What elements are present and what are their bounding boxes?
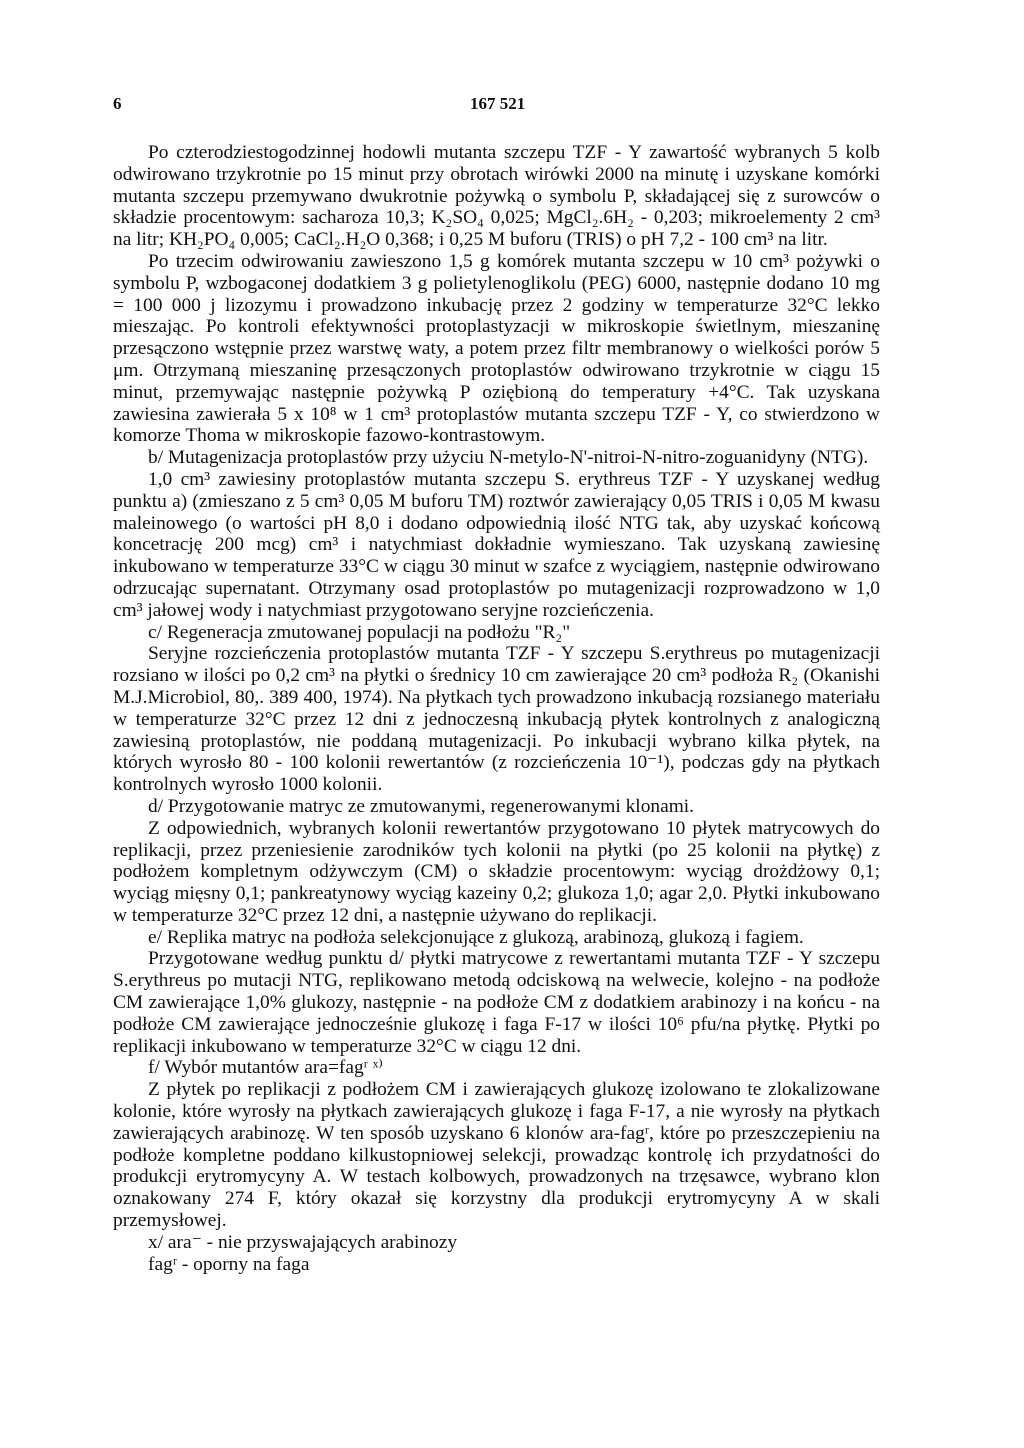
paragraph-regeneration: Seryjne rozcieńczenia protoplastów mutanta TZF - Y szczepu S.erythreus po mutagenizacji rozsiano w ilości po 0,2 cm³ na płytki o średnicy 10 cm zawierające 20 cm³ podłoża R₂ (Okanishi M.J.Microbiol, 80,. 389 400, 1974). Na płytkach tych prowadzono inkubacją rozsianego materiału w temperaturze 32°C przez 12 dni z jednoczesną inkubacją płytek kontrolnych z analogiczną zawiesiną protoplastów, nie poddaną mutagenizacji. Po inkubacji wybrano kilka płytek, na których wyrosło 80 - 100 kolonii rewertantów (z rozcieńczenia 10⁻¹), podczas gdy na płytkach kontrolnych wyrosło 1000 kolonii. [113, 643, 880, 796]
section-heading-e: e/ Replika matryc na podłoża selekcjonujące z glukozą, arabinozą, glukozą i fagiem. [148, 926, 804, 948]
section-heading-f: f/ Wybór mutantów ara=fagʳ ˣ⁾ [148, 1057, 384, 1079]
paragraph-replica: Przygotowane według punktu d/ płytki matrycowe z rewertantami mutanta TZF - Y szczepu S.erythreus po mutacji NTG, replikowano metodą odciskową na welwecie, kolejno - na podłoże CM zawierające 1,0% glukozy, następnie - na podłoże CM z dodatkiem arabinozy i na końcu - na podłoże CM zawierające jednocześnie glukozę i faga F-17 w ilości 10⁶ pfu/na płytkę. Płytki po replikacji inkubowano w temperaturze 32°C w ciągu 12 dni. [113, 948, 880, 1057]
paragraph-selection: Z płytek po replikacji z podłożem CM i zawierających glukozę izolowano te zlokalizowane kolonie, które wyrosły na płytkach zawierających glukozę i faga F-17, a nie wyrosły na płytkach zawierających arabinozę. W ten sposób uzyskano 6 klonów ara-fagʳ, które po przeszczepieniu na podłoże kompletne poddano kilkustopniowej selekcji, prowadząc kontrolę ich przydatności do produkcji erytromycyny A. W testach kolbowych, prowadzonych na trzęsawce, wybrano klon oznakowany 274 F, który okazał się korzystny dla produkcji erytromycyny A w skali przemysłowej. [113, 1079, 880, 1232]
section-heading-d: d/ Przygotowanie matryc ze zmutowanymi, regenerowanymi klonami. [148, 795, 695, 817]
paragraph-washing: Po czterodziestogodzinnej hodowli mutanta szczepu TZF - Y zawartość wybranych 5 kolb odwirowano trzykrotnie po 15 minut przy obrotach wirówki 2000 na minutę i uzyskane komórki mutanta szczepu przemywano dwukrotnie pożywką o symbolu P, składającej się z surowców o składzie procentowym: sacharoza 10,3; K₂SO₄ 0,025; MgCl₂.6H₂ - 0,203; mikroelementy 2 cm³ na litr; KH₂PO₄ 0,005; CaCl₂.H₂O 0,368; i 0,25 M buforu (TRIS) o pH 7,2 - 100 cm³ na litr. [113, 142, 880, 251]
paragraph-mutagenesis: 1,0 cm³ zawiesiny protoplastów mutanta szczepu S. erythreus TZF - Y uzyskanej według punktu a) (zmieszano z 5 cm³ 0,05 M buforu TM) roztwór zawierający 0,05 TRIS i 0,05 M kwasu maleinowego (o wartości pH 8,0 i dodano odpowiednią ilość NTG tak, aby uzyskać końcową koncetrację 200 mcg) cm³ i natychmiast dokładnie wymieszano. Tak uzyskaną zawiesinę inkubowano w temperaturze 33°C w ciągu 30 minut w szafce z wyciągiem, następnie odwirowano odrzucając supernatant. Otrzymany osad protoplastów po mutagenizacji rozprowadzono w 1,0 cm³ jałowej wody i natychmiast przygotowano seryjne rozcieńczenia. [113, 468, 880, 621]
page-number: 6 [113, 94, 122, 113]
patent-number: 167 521 [470, 94, 526, 113]
section-heading-c: c/ Regeneracja zmutowanej populacji na podłożu "R₂" [148, 621, 571, 643]
section-heading-b: b/ Mutagenizacja protoplastów przy użyciu N-metylo-N'-nitroi-N-nitro-zoguanidyny (NTG). [148, 447, 869, 469]
paragraph-protoplast-prep: Po trzecim odwirowaniu zawieszono 1,5 g komórek mutanta szczepu w 10 cm³ pożywki o symbolu P, wzbogaconej dodatkiem 3 g polietylenoglikolu (PEG) 6000, następnie dodano 10 mg = 100 000 j lizozymu i prowadzono inkubację przez 2 godziny w temperaturze 32°C lekko mieszając. Po kontroli efektywności protoplastyzacji w mikroskopie świetlnym, mieszaninę przesączono wstępnie przez warstwę waty, a potem przez filtr membranowy o wielkości porów 5 μm. Otrzymaną mieszaninę przesączonych protoplastów odwirowano trzykrotnie w ciągu 15 minut, przemywając następnie pożywką P oziębioną do temperatury +4°C. Tak uzyskana zawiesina zawierała 5 x 10⁸ w 1 cm³ protoplastów mutanta szczepu TZF - Y, co stwierdzono w komorze Thoma w mikroskopie fazowo-kontrastowym. [113, 250, 880, 447]
paragraph-matrices: Z odpowiednich, wybranych kolonii rewertantów przygotowano 10 płytek matrycowych do replikacji, przez przeniesienie zarodników tych kolonii na płytki (po 25 kolonii na płytkę) z podłożem kompletnym odżywczym (CM) o składzie procentowym: wyciąg drożdżowy 0,1; wyciąg mięsny 0,1; pankreatynowy wyciąg kazeiny 0,2; glukoza 1,0; agar 2,0. Płytki inkubowano w temperaturze 32°C przez 12 dni, a następnie używano do replikacji. [113, 817, 880, 926]
document-body [113, 142, 880, 1275]
footnote-fag: fagʳ - oporny na faga [148, 1253, 310, 1275]
footnote-ara: x/ ara⁻ - nie przyswajających arabinozy [148, 1231, 458, 1253]
